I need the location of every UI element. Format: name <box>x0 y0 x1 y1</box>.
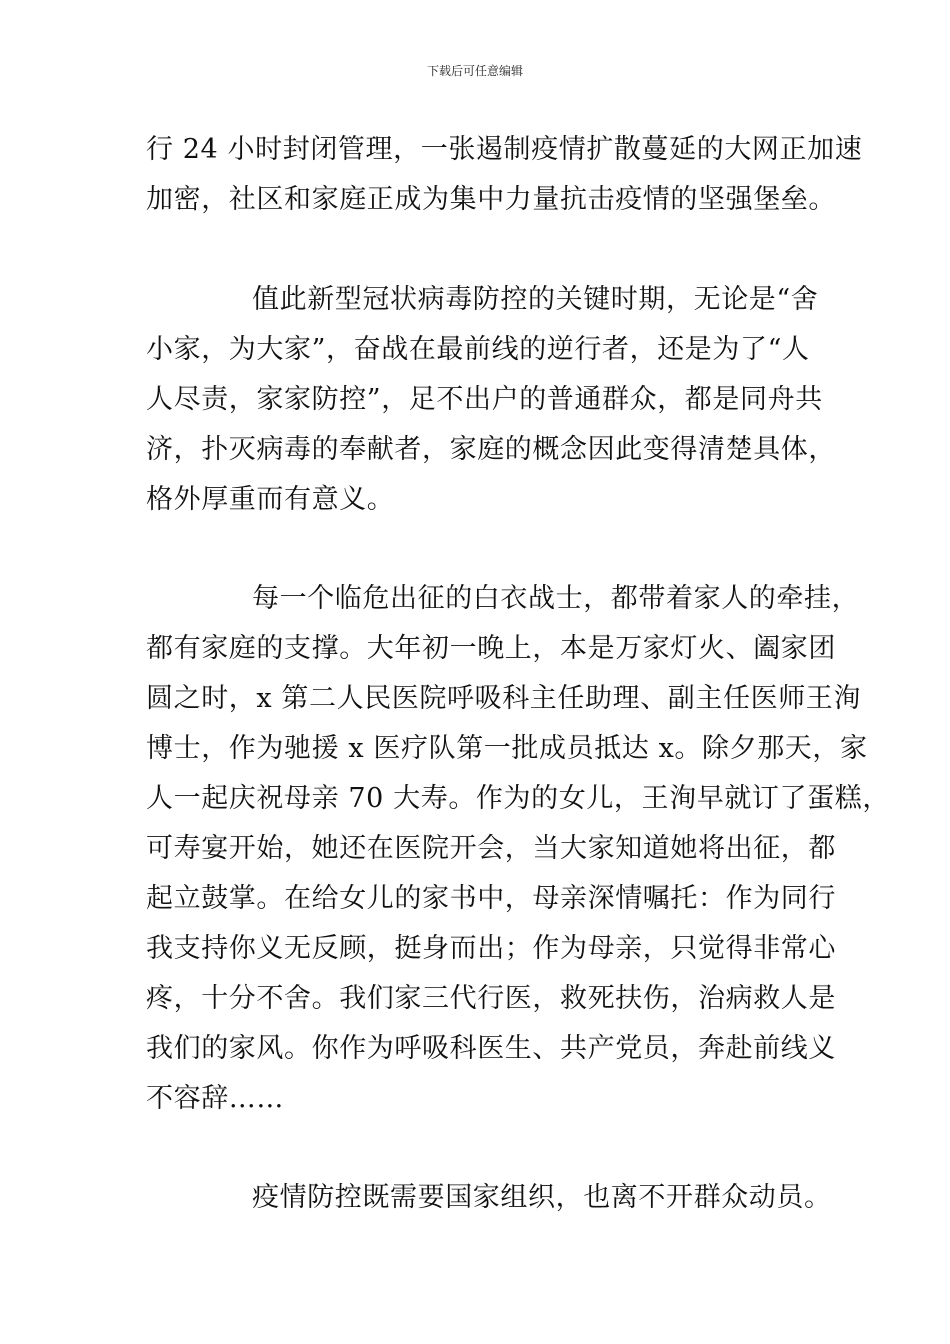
paragraph-2-line-3: 人尽责，家家防控”，足不出户的普通群众，都是同舟共 <box>146 384 823 415</box>
page-header: 下载后可任意编辑 <box>426 64 523 78</box>
paragraph-3-line-8: 我支持你义无反顾，挺身而出；作为母亲，只觉得非常心 <box>146 933 836 964</box>
paragraph-3-line-1: 每一个临危出征的白衣战士，都带着家人的牵挂， <box>252 583 860 614</box>
paragraph-2-line-2: 小家，为大家”，奋战在最前线的逆行者，还是为了“人 <box>146 334 810 365</box>
paragraph-3-line-11: 不容辞…… <box>146 1083 284 1114</box>
paragraph-3-line-9: 疼，十分不舍。我们家三代行医，救死扶伤，治病救人是 <box>146 983 836 1014</box>
paragraph-3-line-10: 我们的家风。你作为呼吸科医生、共产党员，奔赴前线义 <box>146 1033 836 1064</box>
paragraph-3-line-7: 起立鼓掌。在给女儿的家书中，母亲深情嘱托：作为同行 <box>146 883 836 914</box>
paragraph-3-line-6: 可寿宴开始，她还在医院开会，当大家知道她将出征，都 <box>146 833 836 864</box>
paragraph-3-line-5: 人一起庆祝母亲 70 大寿。作为的女儿，王洵早就订了蛋糕， <box>146 783 890 814</box>
paragraph-2-line-4: 济，扑灭病毒的奉献者，家庭的概念因此变得清楚具体， <box>146 434 836 465</box>
paragraph-2-line-1: 值此新型冠状病毒防控的关键时期，无论是“舍 <box>252 284 819 315</box>
paragraph-1-line-1: 行 24 小时封闭管理，一张遏制疫情扩散蔓延的大网正加速 <box>146 134 863 165</box>
paragraph-3-line-4: 博士，作为驰援 x 医疗队第一批成员抵达 x。除夕那天，家 <box>146 733 868 764</box>
paragraph-3-line-2: 都有家庭的支撑。大年初一晚上，本是万家灯火、阖家团 <box>146 633 836 664</box>
paragraph-2-line-5: 格外厚重而有意义。 <box>146 484 395 515</box>
paragraph-3-line-3: 圆之时，x 第二人民医院呼吸科主任助理、副主任医师王洵 <box>146 683 862 714</box>
paragraph-4-line-1: 疫情防控既需要国家组织，也离不开群众动员。 <box>252 1182 832 1213</box>
paragraph-1-line-2: 加密，社区和家庭正成为集中力量抗击疫情的坚强堡垒。 <box>146 184 836 215</box>
